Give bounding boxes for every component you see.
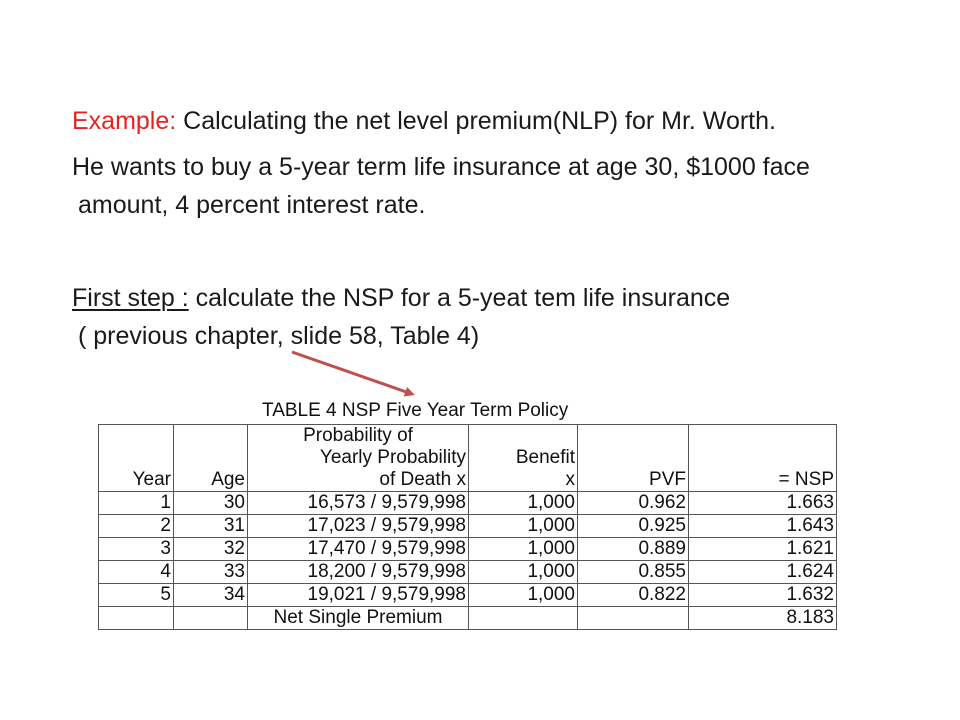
table-header-row — [99, 425, 837, 448]
total-value: 8.183 — [689, 607, 837, 630]
cell-nsp: 1.632 — [689, 584, 837, 607]
cell-year: 5 — [99, 584, 174, 607]
first-step-line — [72, 283, 730, 313]
header-pvf: PVF — [578, 469, 689, 492]
cell-prob: 17,023 / 9,579,998 — [248, 515, 469, 538]
cell-nsp: 1.624 — [689, 561, 837, 584]
reference-line: ( previous chapter, slide 58, Table 4) — [78, 322, 480, 350]
cell-prob: 16,573 / 9,579,998 — [248, 492, 469, 515]
table-total-row — [99, 607, 837, 630]
header-year: Year — [99, 469, 174, 492]
header-age: Age — [174, 469, 248, 492]
cell-nsp: 1.643 — [689, 515, 837, 538]
problem-line-1: He wants to buy a 5-year term life insurance at age 30, $1000 face — [72, 153, 810, 181]
header-benefit-2: x — [469, 469, 578, 492]
cell-age: 33 — [174, 561, 248, 584]
table-row — [99, 492, 837, 515]
cell-year: 4 — [99, 561, 174, 584]
cell-prob: 18,200 / 9,579,998 — [248, 561, 469, 584]
first-step-text: calculate the NSP for a 5-yeat tem life insurance — [188, 284, 731, 312]
table-header-row — [99, 469, 837, 492]
cell-pvf: 0.822 — [578, 584, 689, 607]
cell-benefit: 1,000 — [469, 515, 578, 538]
cell-pvf: 0.889 — [578, 538, 689, 561]
cell-pvf: 0.962 — [578, 492, 689, 515]
cell-year: 3 — [99, 538, 174, 561]
cell-prob: 19,021 / 9,579,998 — [248, 584, 469, 607]
example-line — [72, 106, 776, 136]
table-header-row — [99, 447, 837, 469]
cell-year: 2 — [99, 515, 174, 538]
cell-pvf: 0.925 — [578, 515, 689, 538]
cell-age: 30 — [174, 492, 248, 515]
header-nsp: = NSP — [689, 469, 837, 492]
table-row — [99, 584, 837, 607]
header-prob-1: Probability of — [248, 425, 469, 448]
cell-benefit: 1,000 — [469, 538, 578, 561]
header-prob-3: of Death x — [248, 469, 469, 492]
cell-age: 34 — [174, 584, 248, 607]
table-row — [99, 561, 837, 584]
cell-benefit: 1,000 — [469, 561, 578, 584]
total-label: Net Single Premium — [248, 607, 469, 630]
cell-nsp: 1.663 — [689, 492, 837, 515]
cell-nsp: 1.621 — [689, 538, 837, 561]
cell-age: 31 — [174, 515, 248, 538]
cell-benefit: 1,000 — [469, 492, 578, 515]
nsp-table — [98, 424, 837, 630]
example-label: Example — [72, 107, 170, 135]
example-text: Calculating the net level premium(NLP) for Mr. Worth. — [176, 107, 776, 135]
cell-year: 1 — [99, 492, 174, 515]
table-title: TABLE 4 NSP Five Year Term Policy — [262, 400, 569, 421]
cell-benefit: 1,000 — [469, 584, 578, 607]
cell-age: 32 — [174, 538, 248, 561]
first-step-label: First step : — [72, 284, 189, 312]
header-benefit-1: Benefit — [469, 447, 578, 469]
example-colon: : — [169, 107, 177, 135]
header-prob-2: Yearly Probability — [248, 447, 469, 469]
problem-line-2: amount, 4 percent interest rate. — [78, 191, 426, 219]
cell-pvf: 0.855 — [578, 561, 689, 584]
table-row — [99, 515, 837, 538]
arrow-line — [292, 352, 412, 394]
table-row — [99, 538, 837, 561]
cell-prob: 17,470 / 9,579,998 — [248, 538, 469, 561]
